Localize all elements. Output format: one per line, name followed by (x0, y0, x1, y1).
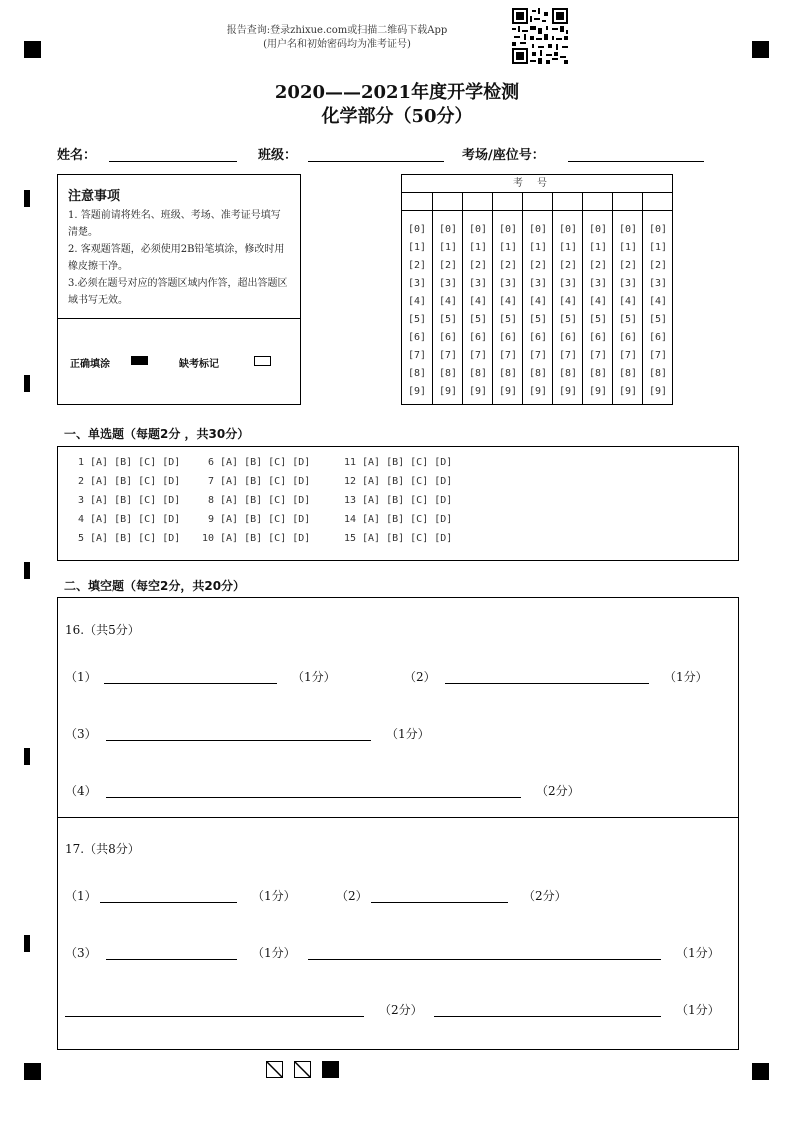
absent-mark-box[interactable] (254, 356, 271, 366)
section2-title: 二、填空题（每空2分，共20分） (64, 579, 246, 593)
exam-number-bubble[interactable]: [4] (648, 296, 668, 307)
mcq-number: 2 (77, 476, 84, 487)
exam-number-write-box[interactable] (402, 193, 432, 211)
notice-item: 3.必须在题号对应的答题区域内作答，超出答题区域书写无效。 (68, 278, 288, 306)
mcq-number: 13 (343, 495, 356, 506)
mcq-item[interactable] (70, 495, 180, 506)
exam-number-bubble[interactable]: [1] (618, 242, 638, 253)
mcq-options[interactable]: [A] [B] [C] [D] (90, 476, 181, 487)
q17-blank2[interactable] (371, 901, 508, 903)
mcq-options[interactable]: [A] [B] [C] [D] (362, 476, 453, 487)
mcq-options[interactable]: [A] [B] [C] [D] (90, 457, 181, 468)
name-field[interactable] (109, 160, 237, 162)
exam-number-bubble[interactable]: [3] (438, 278, 458, 289)
exam-number-bubble[interactable]: [6] (558, 332, 578, 343)
exam-number-bubble[interactable]: [0] (588, 224, 608, 235)
q16-blank3-score: （1分） (386, 727, 430, 741)
exam-number-bubble[interactable]: [8] (498, 368, 518, 379)
exam-number-bubble[interactable]: [2] (468, 260, 488, 271)
q16-blank1-label: （1） (65, 670, 97, 684)
absent-mark-label: 缺考标记 (179, 359, 219, 370)
exam-number-bubble[interactable]: [5] (648, 314, 668, 325)
exam-number-bubble[interactable]: [7] (528, 350, 548, 361)
exam-number-column (582, 193, 613, 404)
exam-number-bubble[interactable]: [7] (588, 350, 608, 361)
exam-number-bubble[interactable]: [1] (498, 242, 518, 253)
login-hint-line: (用户名和初始密码均为准考证号) (263, 39, 411, 50)
q16-blank2-label: （2） (404, 670, 436, 684)
mcq-options[interactable]: [A] [B] [C] [D] (220, 514, 311, 525)
exam-number-bubble[interactable]: [9] (648, 386, 668, 397)
exam-number-bubble[interactable]: [8] (468, 368, 488, 379)
mcq-number: 9 (207, 514, 214, 525)
mcq-item[interactable] (330, 476, 452, 487)
q17-blank4b-score: （1分） (676, 1003, 720, 1017)
mcq-number: 14 (343, 514, 356, 525)
mcq-options[interactable]: [A] [B] [C] [D] (362, 514, 453, 525)
mcq-options[interactable]: [A] [B] [C] [D] (90, 495, 181, 506)
exam-number-bubble[interactable]: [6] (407, 332, 427, 343)
name-label: 姓名： (57, 148, 97, 163)
exam-number-bubble[interactable]: [4] (558, 296, 578, 307)
exam-number-bubble[interactable]: [4] (407, 296, 427, 307)
exam-number-bubble[interactable]: [8] (528, 368, 548, 379)
notice-item: 2. 客观题答题，必须使用2B铅笔填涂，修改时用橡皮擦干净。 (68, 244, 285, 272)
report-query-line: 报告查询:登录zhixue.com或扫描二维码下载App (226, 25, 448, 36)
q17-blank4b[interactable] (434, 1015, 661, 1017)
exam-number-bubble[interactable]: [8] (558, 368, 578, 379)
notice-title: 注意事项 (68, 189, 121, 204)
exam-number-bubble[interactable]: [9] (438, 386, 458, 397)
side-mark (24, 562, 30, 579)
exam-number-write-box[interactable] (433, 193, 463, 211)
mcq-number: 4 (77, 514, 84, 525)
exam-number-column (522, 193, 553, 404)
exam-number-bubble[interactable]: [9] (588, 386, 608, 397)
exam-number-bubble[interactable]: [4] (498, 296, 518, 307)
exam-number-bubble[interactable]: [2] (498, 260, 518, 271)
room-seat-label: 考场/座位号： (462, 148, 545, 163)
mcq-item[interactable] (330, 495, 452, 506)
exam-number-bubble[interactable]: [2] (528, 260, 548, 271)
notice-item: 1. 答题前请将姓名、班级、考场、准考证号填写清楚。 (68, 210, 281, 238)
exam-number-bubble[interactable]: [3] (528, 278, 548, 289)
exam-number-bubble[interactable]: [6] (618, 332, 638, 343)
exam-number-bubble[interactable]: [2] (438, 260, 458, 271)
exam-number-bubble[interactable]: [3] (407, 278, 427, 289)
exam-number-bubble[interactable]: [9] (618, 386, 638, 397)
q17-blank1-label: （1） (65, 889, 97, 903)
exam-number-bubble[interactable]: [9] (528, 386, 548, 397)
exam-number-bubble[interactable]: [7] (438, 350, 458, 361)
q17-label: 17.（共8分） (65, 842, 140, 856)
mcq-number: 11 (343, 457, 356, 468)
q17-blank1-score: （1分） (252, 889, 296, 903)
exam-number-bubble[interactable]: [9] (468, 386, 488, 397)
exam-number-bubble[interactable]: [7] (468, 350, 488, 361)
exam-number-bubble[interactable]: [4] (588, 296, 608, 307)
page-marker-slash (266, 1061, 283, 1078)
exam-number-title: 考号 (402, 175, 672, 193)
exam-number-bubble[interactable]: [1] (468, 242, 488, 253)
side-mark (24, 190, 30, 207)
exam-number-bubble[interactable]: [1] (558, 242, 578, 253)
exam-number-bubble[interactable]: [6] (498, 332, 518, 343)
exam-number-bubble[interactable]: [0] (528, 224, 548, 235)
mcq-item[interactable] (70, 514, 180, 525)
mcq-item[interactable] (70, 457, 180, 468)
side-mark (24, 375, 30, 392)
mcq-options[interactable]: [A] [B] [C] [D] (90, 533, 181, 544)
correct-fill-sample (131, 356, 148, 365)
mcq-item[interactable] (200, 495, 310, 506)
exam-number-bubble[interactable]: [3] (558, 278, 578, 289)
mcq-options[interactable]: [A] [B] [C] [D] (220, 533, 311, 544)
slash-icon (267, 1062, 282, 1077)
exam-number-bubble[interactable]: [5] (558, 314, 578, 325)
q16-blank4-label: （4） (65, 784, 97, 798)
q17-blank3-label: （3） (65, 946, 97, 960)
mcq-item[interactable] (200, 476, 310, 487)
exam-number-bubble[interactable]: [7] (407, 350, 427, 361)
exam-number-bubble[interactable]: [0] (498, 224, 518, 235)
exam-number-write-box[interactable] (613, 193, 643, 211)
exam-number-bubble[interactable]: [2] (407, 260, 427, 271)
mcq-options[interactable]: [A] [B] [C] [D] (362, 495, 453, 506)
q17-blank1[interactable] (100, 901, 237, 903)
mcq-item[interactable] (200, 514, 310, 525)
mcq-number: 12 (343, 476, 356, 487)
slash-icon (295, 1062, 310, 1077)
mcq-item[interactable] (200, 533, 310, 544)
exam-number-bubble[interactable]: [7] (618, 350, 638, 361)
exam-number-bubble[interactable]: [8] (648, 368, 668, 379)
exam-number-bubble[interactable]: [1] (528, 242, 548, 253)
exam-number-bubble[interactable]: [5] (407, 314, 427, 325)
exam-number-bubble[interactable]: [5] (588, 314, 608, 325)
mcq-answer-area (57, 446, 739, 561)
q17-blank2-score: （2分） (523, 889, 567, 903)
class-field[interactable] (308, 160, 444, 162)
exam-number-bubble[interactable]: [3] (648, 278, 668, 289)
exam-number-bubble[interactable]: [8] (588, 368, 608, 379)
exam-number-bubble[interactable]: [7] (648, 350, 668, 361)
q16-blank4[interactable] (106, 796, 521, 798)
q17-blank3-score: （1分） (252, 946, 296, 960)
mcq-number: 7 (207, 476, 214, 487)
exam-number-bubble[interactable]: [8] (407, 368, 427, 379)
subject-title: 化学部分（50分） (321, 106, 473, 127)
exam-number-write-box[interactable] (493, 193, 523, 211)
mcq-options[interactable]: [A] [B] [C] [D] (362, 457, 453, 468)
exam-number-bubble[interactable]: [2] (618, 260, 638, 271)
mcq-number: 5 (77, 533, 84, 544)
q17-blank2-label: （2） (336, 889, 368, 903)
exam-number-bubble[interactable]: [1] (648, 242, 668, 253)
exam-number-write-box[interactable] (463, 193, 493, 211)
exam-number-bubble[interactable]: [4] (618, 296, 638, 307)
exam-number-bubble[interactable]: [2] (558, 260, 578, 271)
mcq-number: 3 (77, 495, 84, 506)
exam-number-bubble[interactable]: [5] (618, 314, 638, 325)
exam-number-bubble[interactable]: [6] (468, 332, 488, 343)
mcq-item[interactable] (200, 457, 310, 468)
class-label: 班级： (258, 148, 298, 163)
exam-number-bubble[interactable]: [1] (588, 242, 608, 253)
q16-label: 16.（共5分） (65, 623, 140, 637)
mcq-number: 8 (207, 495, 214, 506)
exam-number-bubble[interactable]: [5] (438, 314, 458, 325)
exam-number-bubble[interactable]: [0] (618, 224, 638, 235)
exam-number-bubble[interactable]: [0] (407, 224, 427, 235)
exam-number-bubble[interactable]: [0] (468, 224, 488, 235)
exam-number-bubble[interactable]: [2] (588, 260, 608, 271)
exam-number-bubble[interactable]: [5] (468, 314, 488, 325)
mcq-options[interactable]: [A] [B] [C] [D] (220, 495, 311, 506)
exam-number-bubble[interactable]: [9] (498, 386, 518, 397)
exam-number-bubble[interactable]: [2] (648, 260, 668, 271)
mcq-number: 6 (207, 457, 214, 468)
exam-number-bubble[interactable]: [9] (407, 386, 427, 397)
room-seat-field[interactable] (568, 160, 704, 162)
mcq-options[interactable]: [A] [B] [C] [D] (220, 457, 311, 468)
mcq-number: 1 (77, 457, 84, 468)
exam-number-bubble[interactable]: [7] (558, 350, 578, 361)
exam-number-bubble[interactable]: [5] (498, 314, 518, 325)
q16-blank1-score: （1分） (292, 670, 336, 684)
exam-number-bubble[interactable]: [3] (498, 278, 518, 289)
side-mark (24, 935, 30, 952)
mcq-number: 10 (201, 533, 214, 544)
exam-number-write-box[interactable] (643, 193, 673, 211)
mcq-options[interactable]: [A] [B] [C] [D] (90, 514, 181, 525)
exam-number-column (462, 193, 493, 404)
exam-number-write-box[interactable] (583, 193, 613, 211)
q16-blank3-label: （3） (65, 727, 97, 741)
q17-blank4-score: （2分） (379, 1003, 423, 1017)
report-query-info (0, 24, 794, 52)
exam-number-bubble[interactable]: [6] (528, 332, 548, 343)
exam-number-bubble[interactable]: [8] (618, 368, 638, 379)
exam-number-bubble[interactable]: [1] (438, 242, 458, 253)
q17-blank3[interactable] (106, 958, 237, 960)
exam-number-bubble[interactable]: [9] (558, 386, 578, 397)
exam-number-column (432, 193, 463, 404)
side-mark (24, 748, 30, 765)
exam-number-column (402, 193, 432, 404)
mcq-item[interactable] (70, 476, 180, 487)
page-marker-slash (294, 1061, 311, 1078)
exam-number-bubble[interactable]: [4] (468, 296, 488, 307)
exam-number-column (552, 193, 583, 404)
exam-number-bubble[interactable]: [6] (588, 332, 608, 343)
page-marker-filled (322, 1061, 339, 1078)
q17-blank3b-score: （1分） (676, 946, 720, 960)
exam-number-bubble[interactable]: [1] (407, 242, 427, 253)
q16-blank4-score: （2分） (536, 784, 580, 798)
qr-code-icon (512, 8, 568, 64)
correct-fill-label: 正确填涂 (70, 359, 110, 370)
exam-title: 2020——2021年度开学检测 (274, 82, 520, 103)
exam-number-bubble[interactable]: [3] (618, 278, 638, 289)
exam-number-column (612, 193, 643, 404)
mcq-item[interactable] (70, 533, 180, 544)
exam-number-bubble[interactable]: [6] (648, 332, 668, 343)
exam-number-bubble[interactable]: [4] (528, 296, 548, 307)
q16-blank2-score: （1分） (664, 670, 708, 684)
exam-number-bubble[interactable]: [5] (528, 314, 548, 325)
exam-number-bubble[interactable]: [0] (558, 224, 578, 235)
exam-number-write-box[interactable] (523, 193, 553, 211)
exam-number-grid (401, 174, 673, 405)
mcq-item[interactable] (330, 457, 452, 468)
exam-number-bubble[interactable]: [4] (438, 296, 458, 307)
exam-number-bubble[interactable]: [7] (498, 350, 518, 361)
exam-number-bubble[interactable]: [6] (438, 332, 458, 343)
mcq-options[interactable]: [A] [B] [C] [D] (220, 476, 311, 487)
q16-blank1[interactable] (104, 682, 277, 684)
exam-number-bubble[interactable]: [0] (648, 224, 668, 235)
section1-title: 一、单选题（每题2分 ，共30分） (64, 427, 250, 441)
exam-number-bubble[interactable]: [3] (588, 278, 608, 289)
q17-blank3b[interactable] (308, 958, 661, 960)
mcq-options[interactable]: [A] [B] [C] [D] (362, 533, 453, 544)
mcq-number: 15 (343, 533, 356, 544)
q16-blank2[interactable] (445, 682, 649, 684)
corner-mark-bottom-left (24, 1063, 41, 1080)
exam-number-column (492, 193, 523, 404)
mcq-item[interactable] (330, 514, 452, 525)
exam-number-bubble[interactable]: [8] (438, 368, 458, 379)
q16-blank3[interactable] (106, 739, 371, 741)
notice-box (57, 174, 301, 405)
corner-mark-bottom-right (752, 1063, 769, 1080)
exam-number-bubble[interactable]: [0] (438, 224, 458, 235)
mcq-item[interactable] (330, 533, 452, 544)
notice-divider (58, 318, 300, 319)
exam-number-column (642, 193, 673, 404)
question-divider (58, 817, 738, 818)
fill-in-answer-area (57, 597, 739, 1050)
q17-blank4[interactable] (65, 1015, 364, 1017)
exam-number-write-box[interactable] (553, 193, 583, 211)
exam-number-bubble[interactable]: [3] (468, 278, 488, 289)
